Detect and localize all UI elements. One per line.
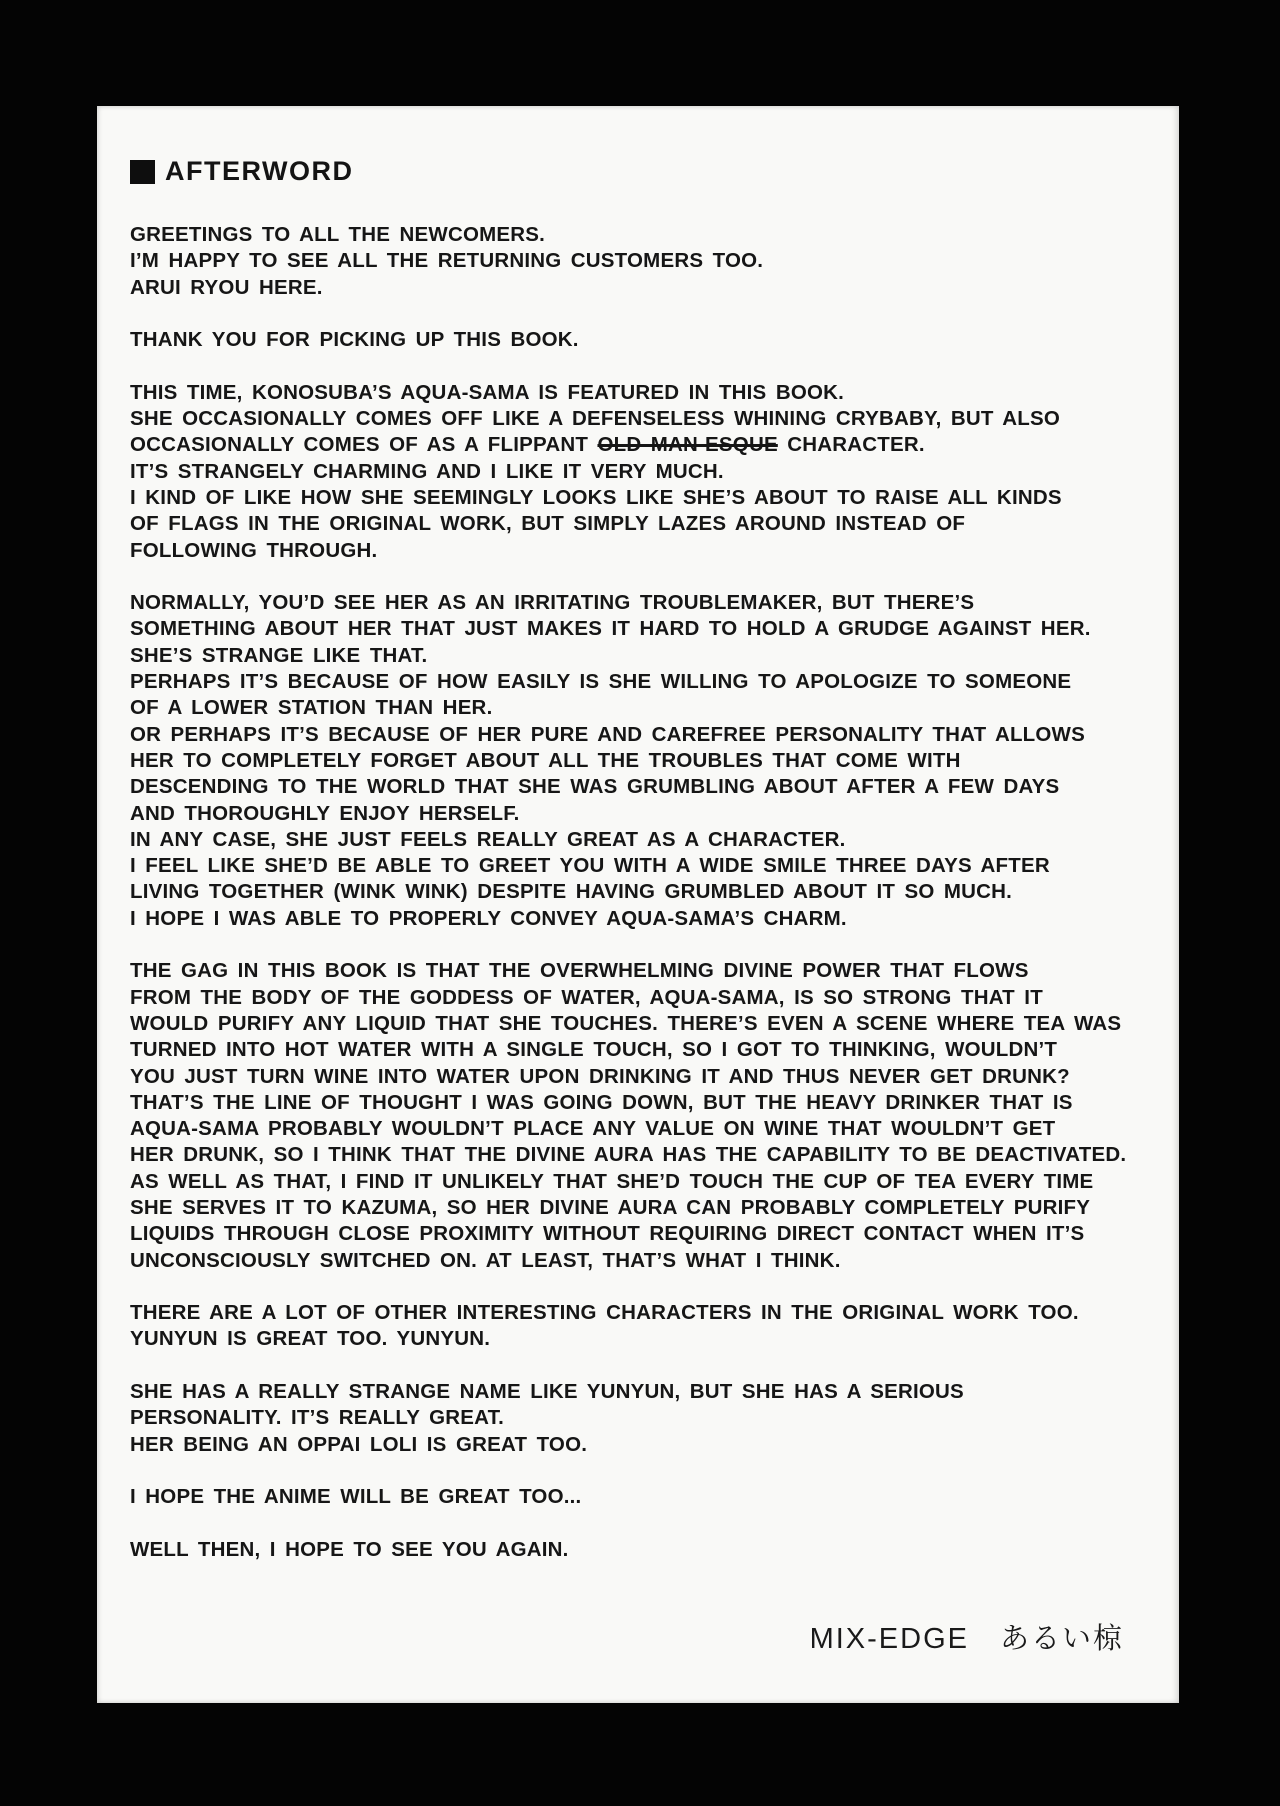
- author-signature: MIX-EDGE あるい椋: [809, 1623, 1124, 1655]
- afterword-line: OF FLAGS IN THE ORIGINAL WORK, BUT SIMPLY LAZES AROUND INSTEAD OF: [130, 512, 966, 536]
- afterword-line: WELL THEN, I HOPE TO SEE YOU AGAIN.: [130, 1537, 569, 1561]
- afterword-line: AND THOROUGHLY ENJOY HERSELF.: [130, 801, 520, 825]
- text-segment: CHARACTER.: [777, 433, 925, 457]
- afterword-line: FOLLOWING THROUGH.: [130, 538, 378, 562]
- paragraph: [130, 380, 1165, 564]
- struck-text: OLD MAN-ESQUE: [597, 433, 778, 457]
- afterword-line: SHE’S STRANGE LIKE THAT.: [130, 643, 428, 667]
- paragraph: [130, 958, 1165, 1274]
- afterword-line: I’M HAPPY TO SEE ALL THE RETURNING CUSTOMERS TOO.: [130, 249, 764, 273]
- afterword-header: [130, 156, 354, 187]
- afterword-line: NORMALLY, YOU’D SEE HER AS AN IRRITATING TROUBLEMAKER, BUT THERE’S: [130, 591, 975, 615]
- afterword-line: UNCONSCIOUSLY SWITCHED ON. AT LEAST, THAT’S WHAT I THINK.: [130, 1248, 841, 1272]
- afterword-line: YUNYUN IS GREAT TOO. YUNYUN.: [130, 1327, 491, 1351]
- afterword-line: OR PERHAPS IT’S BECAUSE OF HER PURE AND CAREFREE PERSONALITY THAT ALLOWS: [130, 722, 1085, 746]
- text-segment: OCCASIONALLY COMES OF AS A FLIPPANT: [130, 433, 598, 457]
- afterword-line: DESCENDING TO THE WORLD THAT SHE WAS GRUMBLING ABOUT AFTER A FEW DAYS: [130, 775, 1060, 799]
- afterword-line: I FEEL LIKE SHE’D BE ABLE TO GREET YOU WITH A WIDE SMILE THREE DAYS AFTER: [130, 854, 1050, 878]
- afterword-line: THANK YOU FOR PICKING UP THIS BOOK.: [130, 328, 579, 352]
- paragraph: [130, 1300, 1165, 1353]
- afterword-line: AS WELL AS THAT, I FIND IT UNLIKELY THAT SHE’D TOUCH THE CUP OF TEA EVERY TIME: [130, 1169, 1094, 1193]
- afterword-line: THE GAG IN THIS BOOK IS THAT THE OVERWHELMING DIVINE POWER THAT FLOWS: [130, 959, 1029, 983]
- paragraph: [130, 1484, 1165, 1510]
- afterword-line: LIQUIDS THROUGH CLOSE PROXIMITY WITHOUT REQUIRING DIRECT CONTACT WHEN IT’S: [130, 1222, 1085, 1246]
- paragraph: [130, 1379, 1165, 1458]
- afterword-line: LIVING TOGETHER (WINK WINK) DESPITE HAVING GRUMBLED ABOUT IT SO MUCH.: [130, 880, 1013, 904]
- afterword-line: THIS TIME, KONOSUBA’S AQUA-SAMA IS FEATURED IN THIS BOOK.: [130, 380, 845, 404]
- afterword-line: [130, 432, 1165, 458]
- afterword-line: THAT’S THE LINE OF THOUGHT I WAS GOING DOWN, BUT THE HEAVY DRINKER THAT IS: [130, 1090, 1073, 1114]
- afterword-line: PERHAPS IT’S BECAUSE OF HOW EASILY IS SHE WILLING TO APOLOGIZE TO SOMEONE: [130, 670, 1072, 694]
- afterword-line: HER BEING AN OPPAI LOLI IS GREAT TOO.: [130, 1432, 588, 1456]
- afterword-line: FROM THE BODY OF THE GODDESS OF WATER, AQUA-SAMA, IS SO STRONG THAT IT: [130, 985, 1043, 1009]
- paragraph: [130, 590, 1165, 932]
- afterword-line: GREETINGS TO ALL THE NEWCOMERS.: [130, 223, 546, 246]
- afterword-line: IN ANY CASE, SHE JUST FEELS REALLY GREAT AS A CHARACTER.: [130, 827, 846, 851]
- afterword-body: [130, 222, 1165, 1563]
- afterword-line: SHE OCCASIONALLY COMES OFF LIKE A DEFENSELESS WHINING CRYBABY, BUT ALSO: [130, 407, 1061, 431]
- paragraph: [130, 222, 1165, 301]
- afterword-line: YOU JUST TURN WINE INTO WATER UPON DRINKING IT AND THUS NEVER GET DRUNK?: [130, 1064, 1070, 1088]
- afterword-line: IT’S STRANGELY CHARMING AND I LIKE IT VERY MUCH.: [130, 459, 724, 483]
- afterword-line: SOMETHING ABOUT HER THAT JUST MAKES IT HARD TO HOLD A GRUDGE AGAINST HER.: [130, 617, 1091, 641]
- afterword-line: OF A LOWER STATION THAN HER.: [130, 696, 493, 720]
- afterword-line: TURNED INTO HOT WATER WITH A SINGLE TOUCH, SO I GOT TO THINKING, WOULDN’T: [130, 1038, 1058, 1062]
- afterword-line: PERSONALITY. IT’S REALLY GREAT.: [130, 1406, 504, 1430]
- afterword-line: HER DRUNK, SO I THINK THAT THE DIVINE AURA HAS THE CAPABILITY TO BE DEACTIVATED.: [130, 1143, 1127, 1167]
- afterword-line: THERE ARE A LOT OF OTHER INTERESTING CHARACTERS IN THE ORIGINAL WORK TOO.: [130, 1301, 1079, 1325]
- afterword-line: SHE SERVES IT TO KAZUMA, SO HER DIVINE AURA CAN PROBABLY COMPLETELY PURIFY: [130, 1195, 1091, 1219]
- afterword-line: AQUA-SAMA PROBABLY WOULDN’T PLACE ANY VALUE ON WINE THAT WOULDN’T GET: [130, 1117, 1056, 1141]
- afterword-line: ARUI RYOU HERE.: [130, 275, 323, 299]
- afterword-line: HER TO COMPLETELY FORGET ABOUT ALL THE TROUBLES THAT COME WITH: [130, 748, 961, 772]
- afterword-page: [97, 106, 1179, 1703]
- afterword-line: WOULD PURIFY ANY LIQUID THAT SHE TOUCHES. THERE’S EVEN A SCENE WHERE TEA WAS: [130, 1011, 1122, 1035]
- afterword-line: I HOPE THE ANIME WILL BE GREAT TOO...: [130, 1485, 582, 1509]
- paragraph: [130, 327, 1165, 353]
- afterword-line: SHE HAS A REALLY STRANGE NAME LIKE YUNYUN, BUT SHE HAS A SERIOUS: [130, 1380, 964, 1404]
- afterword-line: I HOPE I WAS ABLE TO PROPERLY CONVEY AQUA-SAMA’S CHARM.: [130, 906, 847, 930]
- afterword-title: AFTERWORD: [165, 156, 354, 186]
- afterword-line: I KIND OF LIKE HOW SHE SEEMINGLY LOOKS LIKE SHE’S ABOUT TO RAISE ALL KINDS: [130, 485, 1062, 509]
- paragraph: [130, 1537, 1165, 1563]
- section-square-icon: [130, 160, 155, 184]
